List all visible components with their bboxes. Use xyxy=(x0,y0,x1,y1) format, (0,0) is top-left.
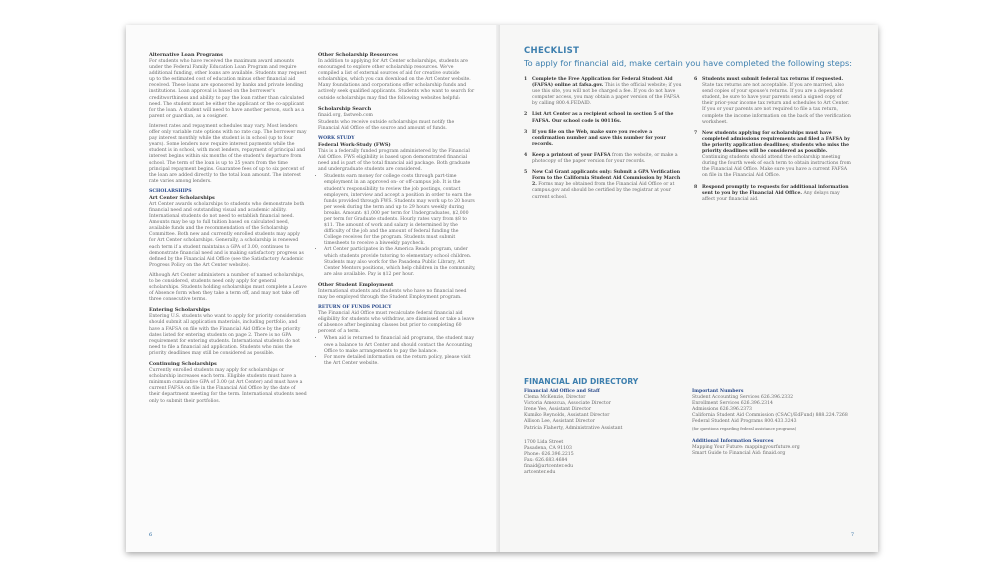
step-text: Forms may be obtained from the Financial Aid Office or at campus.gov and should be certified by the registrar at your current school. xyxy=(532,182,675,200)
acs-paragraph-1: Art Center awards scholarships to students who demonstrate both financial need and outstanding visual and academic ability. International students do not need to establish financial need. Amounts may be up to full tuition based on calculated need, available funds and the recommendation of the Scholarship Committee. Both new and currently enrolled students may apply for Art Center scholarships. Generally, a scholarship is renewed each term if a student maintains a GPA of 3.00, continues to demonstrate financial need and is making satisfactory progress as defined by the Financial Aid Office (see the Satisfactory Academic Progress Policy on the Art Center website). xyxy=(149,201,305,268)
alt-loans-heading: Alternative Loan Programs xyxy=(149,52,223,58)
checklist-step xyxy=(694,77,854,126)
address-line: 1700 Lida Street xyxy=(524,439,564,445)
address-block xyxy=(524,440,684,477)
return-bullet-1: • When aid is returned to financial aid programs, the student may owe a balance to Art Center and should contact the Accounting Office to make arrangements to pay the balance. xyxy=(324,336,476,354)
left-page-number: 6 xyxy=(149,532,153,538)
step-number: 6 xyxy=(694,77,698,82)
directory-title: FINANCIAL AID DIRECTORY xyxy=(524,377,639,386)
staff-list xyxy=(524,395,684,432)
step-number: 3 xyxy=(524,129,528,135)
step-bold-text: New students applying for scholarships must have completed admissions requirements and filed a FAFSA by the priority application deadlines; students who miss the priority deadlines will be considered as possible. xyxy=(702,130,850,155)
phone-number-line: Federal Student Aid Programs 800.433.3243 xyxy=(692,419,797,425)
numbers-heading: Important Numbers xyxy=(692,389,744,394)
step-bold-text: Respond promptly to requests for additional information sent to you by the Financial Aid Office. xyxy=(702,184,849,196)
interest-paragraph: Interest rates and repayment schedules may vary. Most lenders offer only variable rate options with no rate cap. The borrower may pay interest monthly while the student is in school (up to four years). Some lenders now require interest payments while the student is in school, with most lenders, repayment of principal and interest begins within six months of the student's departure from school. The term of the loan is up to 25 years from the time principal repayment begins. Guarantee fees of up to six percent of the loan are added directly to the total loan amount. The interest rate varies among lenders. xyxy=(149,123,307,184)
checklist-subtitle: To apply for financial aid, make certain you have completed the following steps: xyxy=(524,58,852,68)
sources-heading: Additional Information Sources xyxy=(692,438,774,444)
checklist-steps-right xyxy=(694,77,854,208)
scholarship-search-heading: Scholarship Search xyxy=(318,105,372,112)
directory-right xyxy=(692,389,862,457)
staff-member: Kumiko Reynolds, Assistant Director xyxy=(524,413,610,419)
staff-member: Allison Lee, Assistant Director xyxy=(524,419,595,425)
staff-member: Patricia Flaherty, Administrative Assistant xyxy=(524,425,623,431)
return-of-funds-list xyxy=(318,336,476,366)
other-employment-paragraph: International students and students who have no financial need may be employed through the Student Employment program. xyxy=(318,288,467,300)
other-scholarships-paragraph: In addition to applying for Art Center scholarships, students are encouraged to explore other scholarship resources. We've compiled a list of external sources of aid for creative outside scholarships, which you can download on the Art Center website. Many foundations and corporations offer scholarship funds and actively seek qualified applicants. Students who want to search for outside scholarships may find the following websites helpful: xyxy=(318,59,475,101)
step-bold-text: Students must submit federal tax returns if requested. xyxy=(702,77,844,82)
address-line: Phone: 626.396.2215 xyxy=(524,451,574,457)
address-line: artcenter.edu xyxy=(524,470,556,476)
left-column-2 xyxy=(318,49,476,371)
brochure-spread xyxy=(126,25,878,552)
entering-paragraph: Entering U.S. students who want to apply for priority consideration should submit all application materials, including portfolio, and have a FAFSA on file with the Financial Aid Office by the priority dates listed for entering students on page 2. There is no GPA requirement for entering students. International students do not need to file a financial aid application. Students who miss the priority deadlines may still be considered as possible. xyxy=(149,314,307,356)
sources-list xyxy=(692,445,862,457)
entering-heading: Entering Scholarships xyxy=(149,307,211,314)
step-text: Continuing students should attend the scholarship meeting during the fourth week of each term to obtain instructions from the Financial Aid Office. Make sure you have a current FAFSA on file in the Financial Aid Office. xyxy=(702,155,851,179)
scholarships-heading: SCHOLARSHIPS xyxy=(149,188,192,194)
scholarship-search-sites: finaid.org, fastweb.com xyxy=(318,112,373,118)
numbers-list xyxy=(692,395,862,425)
staff-heading: Financial Aid Office and Staff xyxy=(524,389,600,394)
other-scholarships-heading: Other Scholarship Resources xyxy=(318,52,398,58)
step-number: 8 xyxy=(694,184,698,190)
checklist-step xyxy=(524,153,686,165)
step-bold-text: Complete the Free Application for Federal Student Aid (FAFSA) online at fafsa.gov. xyxy=(532,77,673,89)
step-number: 7 xyxy=(694,130,698,136)
work-study-heading: WORK STUDY xyxy=(318,135,355,141)
step-text: Any delays may affect your financial aid. xyxy=(702,190,840,202)
directory-left xyxy=(524,389,684,476)
staff-member: Irene Yee, Assistant Director xyxy=(524,407,592,413)
right-page xyxy=(500,25,878,552)
step-bold-text: Keep a printout of your FAFSA xyxy=(532,152,611,158)
address-line: finaid@artcenter.edu xyxy=(524,464,574,470)
checklist-step xyxy=(524,130,686,148)
acs-heading: Art Center Scholarships xyxy=(149,194,215,201)
step-text: from the website, or make a photocopy of the paper version for your records. xyxy=(532,152,678,165)
acs-paragraph-2: Although Art Center administers a number of named scholarships, to be considered, students need only apply for general scholarships. Students holding scholarships must complete a Leave of Absence form when they take a term off, and may not take off three consecutive terms. xyxy=(149,272,307,303)
source-line: Smart Guide to Financial Aid: finaid.org xyxy=(692,450,786,456)
fws-list xyxy=(318,174,476,278)
phone-number-line: Admissions 626.396.2373 xyxy=(692,407,752,413)
numbers-note: (for questions regarding federal assistance programs) xyxy=(692,425,797,431)
source-line: Mapping Your Future: mappingyourfuture.org xyxy=(692,444,800,450)
checklist-steps-left xyxy=(524,77,686,206)
address-line: Pasadena, CA 91103 xyxy=(524,445,572,451)
checklist-step xyxy=(524,112,686,124)
scholarship-search-paragraph: Students who receive outside scholarships must notify the Financial Aid Office of the source and amount of funds. xyxy=(318,119,455,131)
phone-number-line: Enrollment Services 626.396.2314 xyxy=(692,401,773,407)
step-bold-text: If you file on the Web, make sure you receive a confirmation number and save this number for your records. xyxy=(532,129,666,147)
checklist-step xyxy=(524,77,686,107)
step-text: This is the official website; if you use this site, you will not be charged a fee. If you do not have computer access, you may obtain a paper version of the FAFSA by calling 800.4.FEDAID. xyxy=(532,83,682,107)
step-bold-text: New Cal Grant applicants only: Submit a GPA Verification Form to the California Student Aid Commission by March 2. xyxy=(532,170,681,188)
alt-loans-paragraph: For students who have received the maximum award amounts under the Federal Family Education Loan Program and require additional funding, other loans are available. Students may request up to the estimated cost of education minus other financial aid received. These loans are sponsored by banks and private lending institutions. Loan approval is based on the borrower's creditworthiness and ability to pay the loan rather than calculated need. The student must be either the applicant or the co-applicant for the loan. A student will need to have another person, such as a parent or guardian, as a cosigner. xyxy=(149,59,307,119)
step-number: 4 xyxy=(524,152,528,158)
continuing-heading: Continuing Scholarships xyxy=(149,361,217,368)
right-page-number: 7 xyxy=(850,532,854,538)
checklist-step xyxy=(694,131,854,180)
checklist-step xyxy=(524,170,686,200)
staff-member: Clema McKenzie, Director xyxy=(524,395,586,401)
return-bullet-2: • For more detailed information on the return policy, please visit the Art Center website. xyxy=(324,355,476,367)
fws-bullet-2: • Art Center participates in the America Reads program, under which students provide tutoring to elementary school children. Students may also work for the Pasadena Public Library, Art Center Mentors positions, which help children in the community, are also available. Pay is $12 per hour. xyxy=(324,247,476,277)
step-number: 5 xyxy=(524,170,528,176)
checklist-step xyxy=(694,185,854,203)
phone-number-line: Student Accounting Services 626.396.2332 xyxy=(692,395,794,401)
left-page xyxy=(126,25,500,552)
return-of-funds-paragraph: The Financial Aid Office must recalculate federal financial aid eligibility for students who withdraw, are dismissed or take a leave of absence after beginning classes but prior to completing 60 percent of a term. xyxy=(318,311,475,335)
step-number: 2 xyxy=(524,112,528,118)
fws-paragraph: This is a federally funded program administered by the Financial Aid Office. FWS eligibility is based upon demonstrated financial need and is part of the total financial aid package. Both graduate and undergraduate students are considered. xyxy=(318,148,471,173)
step-text: State tax returns are not acceptable. If you are married, also send copies of your spouse's returns. If you are a dependent student, be sure to have your parents send a signed copy of their prior-year income tax return and schedules to Art Center. If you or your parents are not required to file a tax return, complete the income information on the back of the verification worksheet. xyxy=(702,83,851,125)
return-of-funds-heading: RETURN OF FUNDS POLICY xyxy=(318,305,392,311)
staff-member: Victoria Amezcua, Associate Director xyxy=(524,401,611,407)
step-number: 1 xyxy=(524,77,528,82)
step-bold-text: List Art Center as a recipient school in section 5 of the FAFSA. Our school code is 00116s. xyxy=(532,112,674,124)
address-line: Fax: 626.683.4684 xyxy=(524,457,568,463)
left-column-1 xyxy=(149,49,307,409)
phone-number-line: California Student Aid Commission (CSAC)/EdFund) 888.224.7268 xyxy=(692,413,848,419)
other-employment-heading: Other Student Employment xyxy=(318,281,394,288)
continuing-paragraph: Currently enrolled students may apply for scholarships or scholarship increases each term. Eligible students must have a minimum cumulative GPA of 3.00 (at Art Center) and must have a current FAFSA on file in the Financial Aid Office by the date of their department meeting for the term. International students need only to submit their portfolios. xyxy=(149,368,307,404)
checklist-title: CHECKLIST xyxy=(524,46,580,56)
fws-bullet-1: • Students earn money for college costs through part-time employment in an approved on- or off-campus job. It is the student's responsibility to review the job postings, contact employers, interview and accept a position in order to earn the funds provided through FWS. Students may work up to 20 hours per week during the term and up to 29 hours weekly during breaks. Amount: $1,000 per term for Undergraduates, $2,000 per term for Graduate students. Hourly rates vary from $8 to $11. The amount of work and salary is determined by the difficulty of the job and the amount of federal funding the College receives for the program. Students must submit timesheets to receive a biweekly paycheck. xyxy=(324,174,476,247)
fws-heading: Federal Work-Study (FWS) xyxy=(318,141,391,148)
